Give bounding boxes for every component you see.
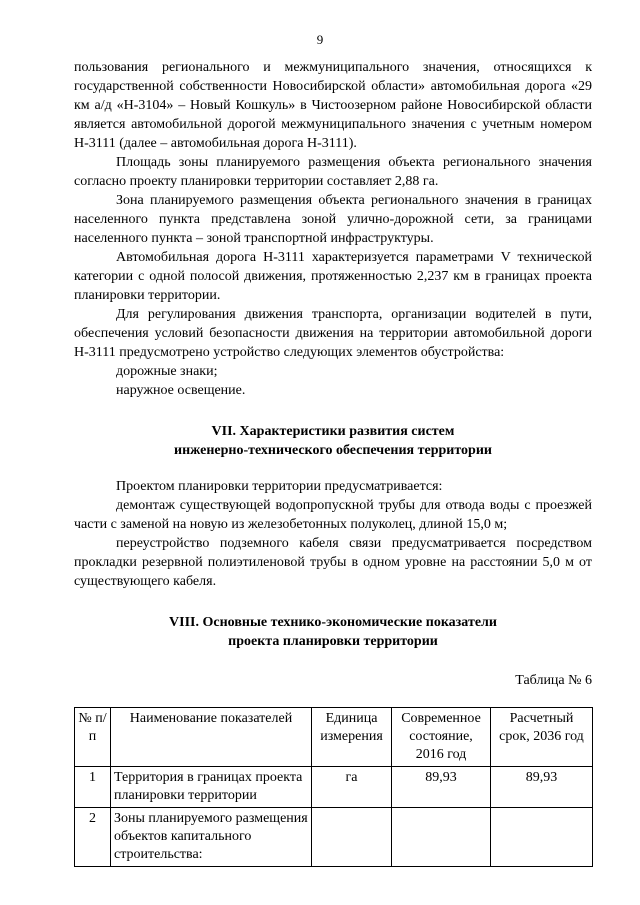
page-number: 9 xyxy=(316,32,324,47)
paragraph: переустройство подземного кабеля связи предусматривается посредством прокладки резервной полиэтиленовой трубы в одном уровне на расстоянии 5,0 м от существующего кабеля. xyxy=(74,536,592,589)
list-item: дорожные знаки; xyxy=(116,364,218,379)
table-header-cell: Единица измерения xyxy=(312,708,392,767)
paragraph: пользования регионального и межмуниципального значения, относящихся к государственной собственности Новосибирской области» автомобильная дорога «29 км а/д «Н-3104» – Новый Кошкуль» в Чистоозерном районе Новосибирской области является автомобильной дорогой межмуниципального значения с учетным номером Н-3111 (далее – автомобильная дорога Н-3111). xyxy=(74,60,592,151)
table-header-cell: № п/п xyxy=(75,708,111,767)
table-cell: Территория в границах проекта планировки территории xyxy=(111,767,312,808)
section-heading: VIII. Основные технико-экономические показатели xyxy=(169,615,497,630)
table-caption: Таблица № 6 xyxy=(515,673,592,688)
table-row xyxy=(75,767,593,808)
table-cell: 2 xyxy=(75,808,111,867)
paragraph: Автомобильная дорога Н-3111 характеризуется параметрами V технической категории с одной полосой движения, протяженностью 2,237 км в границах проекта планировки территории. xyxy=(74,250,592,303)
section-heading: VII. Характеристики развития систем xyxy=(211,424,455,439)
section-heading: инженерно-технического обеспечения территории xyxy=(174,443,492,458)
list-item: наружное освещение. xyxy=(116,383,246,398)
paragraph: Площадь зоны планируемого размещения объекта регионального значения согласно проекту планировки территории составляет 2,88 га. xyxy=(74,155,592,189)
table-cell: га xyxy=(312,767,392,808)
paragraph: Зона планируемого размещения объекта регионального значения в границах населенного пункта представлена зоной улично-дорожной сети, за границами населенного пункта – зоной транспортной инфраструктуры. xyxy=(74,193,592,246)
document-body xyxy=(74,58,592,867)
table-cell: Зоны планируемого размещения объектов капитального строительства: xyxy=(111,808,312,867)
indicators-table xyxy=(74,707,593,867)
table-cell xyxy=(312,808,392,867)
paragraph: Проектом планировки территории предусматривается: xyxy=(116,479,443,494)
table-row xyxy=(75,808,593,867)
table-cell: 89,93 xyxy=(392,767,491,808)
paragraph: Для регулирования движения транспорта, организации водителей в пути, обеспечения условий безопасности движения на территории автомобильной дороги Н-3111 предусмотрено устройство следующих элементов обустройства: xyxy=(74,307,592,360)
table-cell xyxy=(392,808,491,867)
paragraph: демонтаж существующей водопропускной трубы для отвода воды с проезжей части с заменой на новую из железобетонных полуколец, длиной 15,0 м; xyxy=(74,498,592,532)
table-cell xyxy=(491,808,593,867)
table-header-cell: Расчетный срок, 2036 год xyxy=(491,708,593,767)
table-header-cell: Современное состояние, 2016 год xyxy=(392,708,491,767)
table-header-cell: Наименование показателей xyxy=(111,708,312,767)
table-header-row xyxy=(75,708,593,767)
table-cell: 89,93 xyxy=(491,767,593,808)
table-cell: 1 xyxy=(75,767,111,808)
section-heading: проекта планировки территории xyxy=(228,634,438,649)
